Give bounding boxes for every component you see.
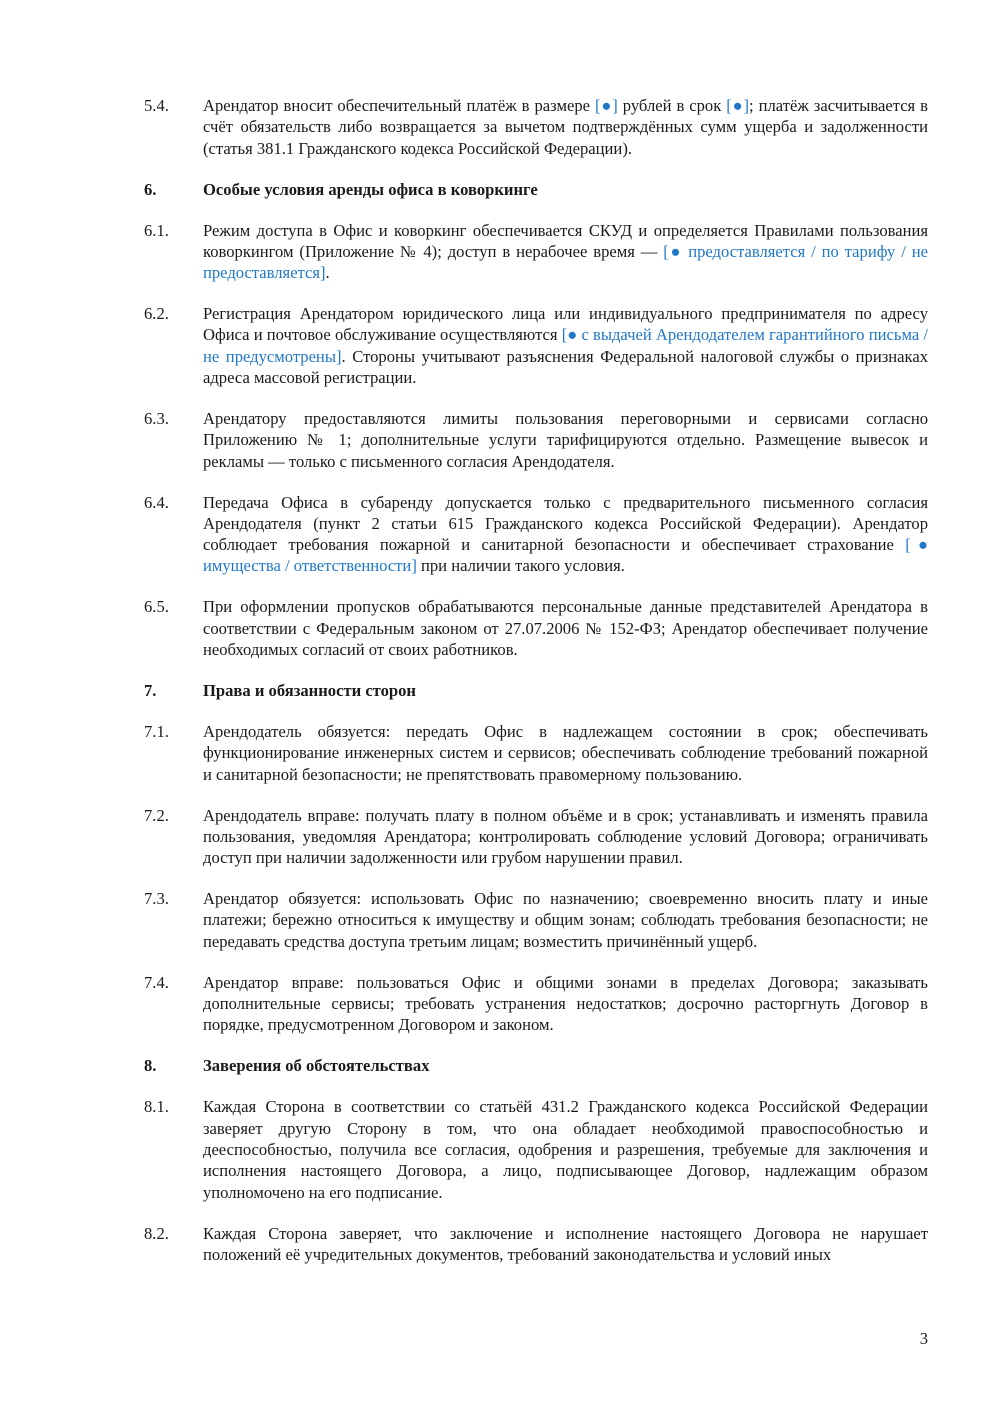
placeholder-field: [● имущества / ответственности]: [203, 535, 928, 576]
clause-text-run: Регистрация Арендатором юридического лица или индивидуального предпринимателя по адресу Офиса и почтовое обслуживание осуществляются: [203, 304, 928, 345]
clause-text-run: рублей в срок: [617, 96, 727, 115]
clause-number: 6.2.: [144, 304, 169, 324]
clause-number: 6.4.: [144, 492, 169, 512]
clause-text-run: Арендатор вносит обеспечительный платёж в размере: [203, 96, 595, 115]
clause-text-run: ; платёж засчитывается в счёт обязательств либо возвращается за вычетом подтверждённых сумм ущерба и задолженности (статья 381.1 Гражданского кодекса Российской Федерации).: [203, 96, 929, 158]
clause-text: [203, 972, 928, 1036]
clause-text-run: Арендатор обязуется: использовать Офис по назначению; своевременно вносить плату и иные платежи; бережно относиться к имуществу и общим зонам; соблюдать требования безопасности; не передавать средства доступа третьим лицам; возместить причинённый ущерб.: [203, 889, 928, 951]
clause-text: [203, 303, 928, 388]
section-heading: [144, 680, 928, 701]
clause-text-run: Арендатор вправе: пользоваться Офис и общими зонами в пределах Договора; заказывать дополнительные сервисы; требовать устранения недостатков; досрочно расторгнуть Договор в порядке, предусмотренном Договором и законом.: [203, 972, 928, 1035]
clause-number: 7.3.: [144, 889, 169, 909]
clause-text: [203, 492, 928, 577]
placeholder-field: [●]: [595, 96, 618, 115]
clause: [144, 1096, 928, 1202]
clause-text: [203, 220, 928, 284]
section-title: Заверения об обстоятельствах: [203, 1056, 430, 1076]
placeholder-field: [● предоставляется / по тарифу / не предоставляется]: [203, 241, 928, 283]
clause-text-run: Арендатору предоставляются лимиты пользования переговорными и сервисами согласно Приложению № 1; дополнительные услуги тарифицируются отдельно. Размещение вывесок и рекламы — только с письменного согласия Арендодателя.: [203, 409, 928, 471]
clause: [144, 492, 928, 577]
placeholder-field: [● с выдачей Арендодателем гарантийного письма / не предусмотрены]: [203, 325, 928, 366]
clause-number: 8.1.: [144, 1097, 169, 1117]
section-number: 7.: [144, 681, 157, 701]
clause: [144, 972, 928, 1036]
clause: [144, 408, 928, 472]
clause-number: 7.4.: [144, 972, 169, 992]
clause-number: 7.1.: [144, 722, 169, 742]
clause-number: 8.2.: [144, 1223, 169, 1243]
clause-number: 6.3.: [144, 409, 169, 429]
clause: [144, 1223, 928, 1266]
section-title: Права и обязанности сторон: [203, 681, 416, 701]
clause-text-run: .: [325, 263, 330, 283]
clause-text: [203, 596, 928, 660]
clause-text: [203, 1223, 928, 1266]
clause-text-run: Каждая Сторона заверяет, что заключение и исполнение настоящего Договора не нарушает положений её учредительных документов, требований законодательства и условий иных: [203, 1223, 928, 1264]
clause: [144, 303, 928, 388]
clause-text-run: Арендодатель обязуется: передать Офис в надлежащем состоянии в срок; обеспечивать функционирование инженерных систем и сервисов; обеспечивать соблюдение требований пожарной и санитарной безопасности; не препятствовать правомерному пользованию.: [203, 722, 928, 784]
clause-text-run: Каждая Сторона в соответствии со статьёй 431.2 Гражданского кодекса Российской Федерации заверяет другую Сторону в том, что она обладает необходимой правоспособностью и дееспособностью, получила все согласия, одобрения и разрешения, требуемые для заключения и исполнения настоящего Договора, а лицо, подписывающее Договор, надлежащим образом уполномочено на его подписание.: [203, 1097, 928, 1202]
clause-text: [203, 805, 928, 869]
clause: [144, 596, 928, 660]
clause-text-run: Режим доступа в Офис и коворкинг обеспечивается СКУД и определяется Правилами пользования коворкингом (Приложение № 4); доступ в нерабочее время —: [203, 220, 928, 261]
section-heading: [144, 1055, 928, 1076]
clause: [144, 805, 928, 869]
clause-text-run: При оформлении пропусков обрабатываются персональные данные представителей Арендатора в соответствии с Федеральным законом от 27.07.2006 № 152-ФЗ; Арендатор обеспечивает получение необходимых согласий от своих работников.: [203, 597, 928, 660]
clause-text-run: Арендодатель вправе: получать плату в полном объёме и в срок; устанавливать и изменять правила пользования, уведомляя Арендатора; контролировать соблюдение условий Договора; ограничивать доступ при наличии задолженности или грубом нарушении правил.: [203, 805, 928, 868]
clause-text-run: при наличии такого условия.: [416, 556, 625, 576]
clause-text-run: Передача Офиса в субаренду допускается только с предварительного письменного согласия Арендодателя (пункт 2 статьи 615 Гражданского кодекса Российской Федерации). Арендатор соблюдает требования пожарной и санитарной безопасности и обеспечивает страхование: [203, 492, 928, 555]
section-heading: [144, 179, 928, 200]
clause: [144, 721, 928, 785]
clause-text: [203, 95, 928, 159]
section-title: Особые условия аренды офиса в коворкинге: [203, 179, 538, 199]
clause-text: [203, 888, 928, 952]
clause-text: [203, 1096, 928, 1202]
clause-number: 6.1.: [144, 220, 169, 240]
placeholder-field: [●]: [726, 96, 750, 115]
clause-number: 5.4.: [144, 96, 169, 115]
clause: [144, 95, 928, 159]
section-number: 6.: [144, 179, 157, 199]
clause-number: 6.5.: [144, 597, 169, 617]
clause-text: [203, 408, 928, 472]
section-number: 8.: [144, 1056, 157, 1076]
clause: [144, 888, 928, 952]
clause-number: 7.2.: [144, 805, 169, 825]
clause-text: [203, 721, 928, 785]
document-body: [144, 95, 928, 1285]
clause-text-run: . Стороны учитывают разъяснения Федеральной налоговой службы о признаках адреса массовой регистрации.: [203, 346, 928, 388]
clause: [144, 220, 928, 284]
page-number: 3: [919, 1329, 928, 1348]
